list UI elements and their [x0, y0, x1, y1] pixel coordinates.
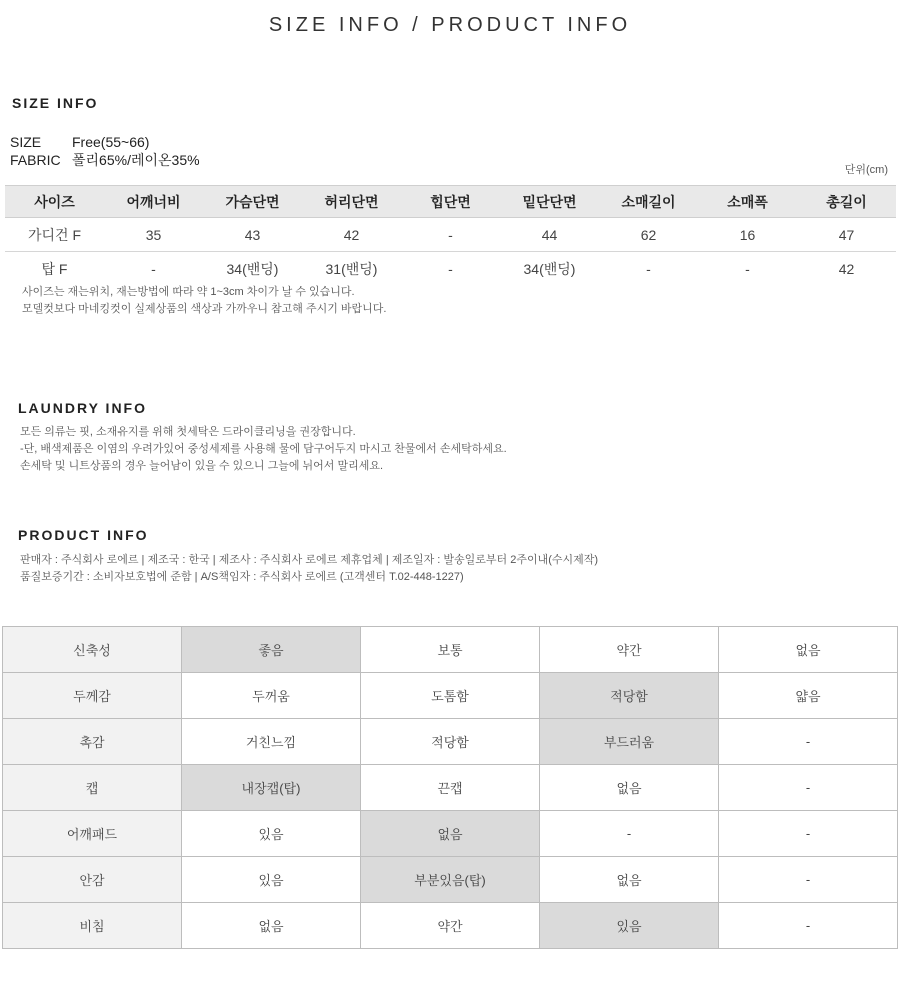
fabric-spec — [10, 150, 200, 170]
product-notes — [20, 552, 598, 586]
attribute-label: 어깨패드 — [3, 811, 182, 857]
attribute-option-selected: 없음 — [361, 811, 540, 857]
attribute-option: 거친느낌 — [182, 719, 361, 765]
attribute-option: - — [719, 903, 898, 949]
size-cell: 42 — [838, 260, 855, 277]
attribute-option: 두꺼움 — [182, 673, 361, 719]
size-col-header: 가슴단면 — [203, 186, 302, 218]
laundry-info-heading: LAUNDRY INFO — [18, 400, 147, 416]
attribute-option-selected: 좋음 — [182, 627, 361, 673]
size-cell: 62 — [599, 218, 698, 252]
laundry-note-line: 모든 의류는 핏, 소재유지를 위해 첫세탁은 드라이클리닝을 권장합니다. — [20, 426, 356, 438]
size-col-header: 총길이 — [797, 186, 896, 218]
size-value: Free(55~66) — [72, 134, 150, 150]
size-cell: - — [745, 260, 750, 277]
size-info-heading: SIZE INFO — [12, 95, 99, 111]
attribute-option-selected: 있음 — [540, 903, 719, 949]
attribute-row — [3, 903, 898, 949]
product-info-heading: PRODUCT INFO — [18, 527, 149, 543]
size-cell: 34(밴딩) — [523, 260, 576, 277]
size-cell: - — [646, 260, 651, 277]
attribute-option: - — [540, 811, 719, 857]
size-cell: 34(밴딩) — [226, 260, 279, 277]
page-title: SIZE INFO / PRODUCT INFO — [268, 14, 632, 36]
attribute-label: 신축성 — [3, 627, 182, 673]
attribute-option: 적당함 — [361, 719, 540, 765]
size-col-header: 힙단면 — [401, 186, 500, 218]
attribute-option: 없음 — [540, 857, 719, 903]
size-cell: 35 — [104, 218, 203, 252]
attribute-row — [3, 719, 898, 765]
attribute-option: 없음 — [719, 627, 898, 673]
size-table-row — [5, 218, 896, 252]
attribute-row — [3, 811, 898, 857]
attribute-table — [2, 626, 898, 949]
attribute-row — [3, 627, 898, 673]
size-cell: 31(밴딩) — [325, 260, 378, 277]
attribute-option: 도톰함 — [361, 673, 540, 719]
attribute-option: - — [719, 811, 898, 857]
attribute-label: 캡 — [3, 765, 182, 811]
unit-label: 단위(cm) — [844, 164, 888, 176]
attribute-option-selected: 부드러움 — [540, 719, 719, 765]
attribute-option-selected: 내장캡(탑) — [182, 765, 361, 811]
attribute-option: 있음 — [182, 857, 361, 903]
size-cell: - — [151, 260, 156, 277]
laundry-notes — [20, 424, 507, 475]
size-note-line: 사이즈는 재는위치, 재는방법에 따라 약 1~3cm 차이가 날 수 있습니다. — [22, 286, 355, 298]
size-col-header: 소매폭 — [698, 186, 797, 218]
size-cell: - — [448, 260, 453, 277]
size-table-header-row — [5, 186, 896, 218]
attribute-label: 안감 — [3, 857, 182, 903]
size-cell: 42 — [302, 218, 401, 252]
size-cell: - — [401, 218, 500, 252]
size-cell: 16 — [698, 218, 797, 252]
size-note-line: 모델컷보다 마네킹컷이 실제상품의 색상과 가까우니 참고해 주시기 바랍니다. — [22, 303, 387, 315]
attribute-row — [3, 765, 898, 811]
size-spec — [10, 134, 149, 150]
attribute-option: 없음 — [182, 903, 361, 949]
attribute-option: 얇음 — [719, 673, 898, 719]
size-notes — [22, 284, 386, 318]
attribute-label: 비침 — [3, 903, 182, 949]
attribute-option: - — [719, 857, 898, 903]
size-cell: 47 — [797, 218, 896, 252]
size-cell: 탑 F — [41, 260, 68, 277]
fabric-label: FABRIC — [10, 152, 61, 168]
size-table-row — [5, 252, 896, 286]
product-note-line: 품질보증기간 : 소비자보호법에 준함 | A/S책임자 : 주식회사 로에르 (고객센터 T.02-448-1227) — [20, 571, 464, 583]
size-col-header: 허리단면 — [302, 186, 401, 218]
attribute-option: 약간 — [361, 903, 540, 949]
attribute-option: 약간 — [540, 627, 719, 673]
fabric-value: 폴리65%/레이온35% — [72, 152, 200, 168]
attribute-row — [3, 673, 898, 719]
product-note-line: 판매자 : 주식회사 로에르 | 제조국 : 한국 | 제조사 : 주식회사 로에르 제휴업체 | 제조일자 : 발송일로부터 2주이내(수시제작) — [20, 554, 599, 566]
attribute-option-selected: 부분있음(탑) — [361, 857, 540, 903]
attribute-option: 없음 — [540, 765, 719, 811]
size-col-header: 어깨너비 — [104, 186, 203, 218]
size-cell: 44 — [500, 218, 599, 252]
size-col-header: 소매길이 — [599, 186, 698, 218]
attribute-option: - — [719, 719, 898, 765]
attribute-option: - — [719, 765, 898, 811]
attribute-label: 두께감 — [3, 673, 182, 719]
size-table — [5, 185, 896, 285]
size-label: SIZE — [10, 134, 42, 150]
attribute-label: 촉감 — [3, 719, 182, 765]
attribute-option-selected: 적당함 — [540, 673, 719, 719]
size-cell: 가디건 F — [5, 218, 104, 252]
laundry-note-line: -단, 배색제품은 이염의 우려가있어 중성세제를 사용해 물에 담구어두지 마시고 찬물에서 손세탁하세요. — [20, 443, 507, 455]
size-col-header: 사이즈 — [5, 186, 104, 218]
size-col-header: 밑단단면 — [500, 186, 599, 218]
size-cell: 43 — [203, 218, 302, 252]
attribute-option: 보통 — [361, 627, 540, 673]
attribute-option: 있음 — [182, 811, 361, 857]
laundry-note-line: 손세탁 및 니트상품의 경우 늘어남이 있을 수 있으니 그늘에 뉘어서 말리세요. — [20, 460, 384, 472]
attribute-option: 끈캡 — [361, 765, 540, 811]
attribute-row — [3, 857, 898, 903]
